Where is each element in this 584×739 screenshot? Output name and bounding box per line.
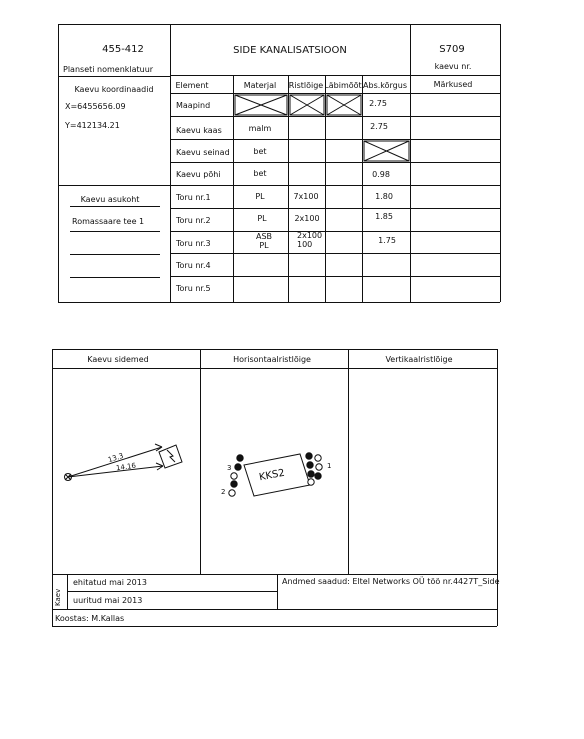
row-element: Toru nr.2: [176, 216, 211, 225]
row-element: Kaevu seinad: [176, 148, 230, 157]
col-sidemed: Kaevu sidemed: [87, 355, 149, 364]
pipe-label: 3: [227, 464, 232, 472]
survey-date: uuritud mai 2013: [73, 596, 143, 605]
col-height: Abs.kõrgus: [363, 81, 407, 90]
location-address: Romassaare tee 1: [72, 217, 145, 226]
location-label: Kaevu asukoht: [80, 195, 140, 204]
row-element: Toru nr.3: [176, 239, 211, 248]
row-element: Toru nr.5: [176, 284, 211, 293]
row-material: bet: [253, 147, 267, 156]
box-label: KKS2: [258, 467, 286, 484]
col-element: Element: [175, 81, 209, 90]
row-height: 1.80: [375, 192, 393, 201]
row-height: 2.75: [370, 122, 388, 131]
built-date: ehitatud mai 2013: [73, 578, 147, 587]
col-material: Materjal: [243, 81, 277, 90]
row-height: 1.75: [378, 236, 396, 245]
row-material: bet: [253, 169, 267, 178]
dim-label: 13.3: [107, 451, 125, 465]
row-element: Maapind: [176, 101, 211, 110]
author: Koostas: M.Kallas: [55, 614, 125, 623]
data-source: Andmed saadud: Eltel Networks OÜ töö nr.4427T_Side: [282, 577, 500, 586]
pipe-label: 2: [221, 488, 226, 496]
row-element: Toru nr.4: [176, 261, 211, 270]
pipe-label: 1: [327, 462, 332, 470]
side-label: Kaev: [54, 588, 62, 606]
map-code: 455-412: [102, 44, 144, 55]
row-section: 2x100 100: [297, 231, 323, 249]
col-vertical: Vertikaalristlõige: [385, 355, 453, 364]
row-height: 1.85: [375, 212, 393, 221]
dim-label: 14.16: [115, 461, 137, 473]
map-code-caption: Planseti nomenklatuur: [63, 65, 154, 74]
coord-x: X=6455656.09: [65, 102, 126, 111]
row-material: PL: [257, 214, 267, 223]
row-element: Toru nr.1: [176, 193, 211, 202]
col-horizontal: Horisontaalristlõige: [233, 355, 311, 364]
row-element: Kaevu kaas: [176, 126, 222, 135]
page-title: SIDE KANALISATSIOON: [233, 45, 347, 56]
row-section: 2x100: [294, 214, 320, 223]
coord-y: Y=412134.21: [65, 121, 120, 130]
col-diameter: Läbimõõt: [324, 81, 362, 90]
row-section: 7x100: [293, 192, 319, 201]
row-height: 0.98: [372, 170, 390, 179]
row-material: malm: [248, 124, 272, 133]
coords-label: Kaevu koordinaadid: [74, 85, 154, 94]
col-notes: Märkused: [433, 80, 473, 89]
col-section: Ristlõige: [288, 81, 324, 90]
well-caption: kaevu nr.: [434, 62, 472, 71]
row-element: Kaevu põhi: [176, 170, 221, 179]
row-material: PL: [255, 192, 265, 201]
row-height: 2.75: [369, 99, 387, 108]
well-id: S709: [439, 44, 465, 55]
row-material: ASB PL: [255, 232, 273, 250]
